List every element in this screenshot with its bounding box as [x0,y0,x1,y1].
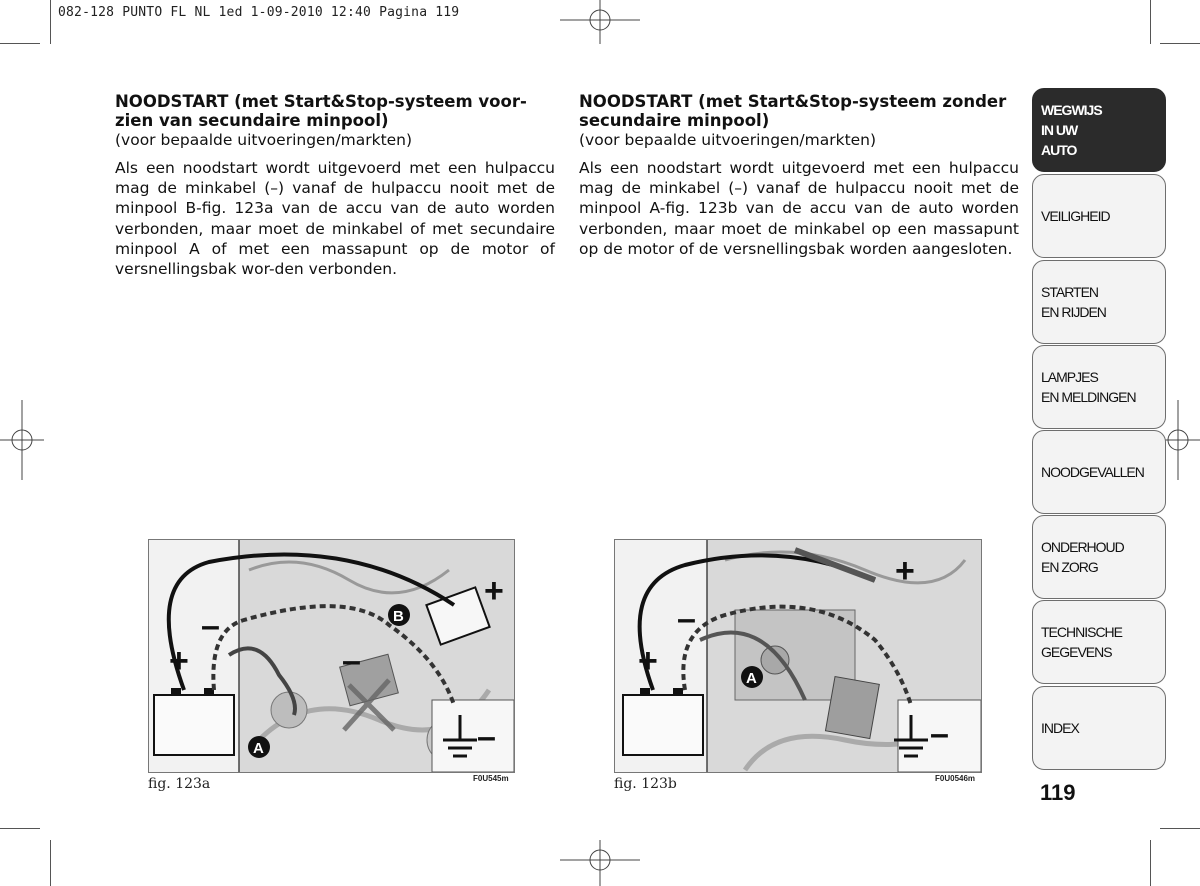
registration-mark-left [0,400,44,480]
tab-noodgevallen[interactable] [1032,430,1166,514]
registration-mark-top [560,0,640,44]
minus-sign-left: – [677,600,696,638]
plus-sign-right: + [484,572,504,610]
tab-label-line: TECHNISCHE [1041,624,1123,640]
tab-label-line: EN ZORG [1041,559,1098,575]
figure-123b-caption: fig. 123b [614,776,677,792]
left-subheading: (voor bepaalde uitvoeringen/markten) [115,131,413,149]
minus-sign-ground: – [477,718,496,756]
plus-sign-left: + [169,642,189,680]
jump-start-diagram-a [149,540,514,772]
right-subheading: (voor bepaalde uitvoeringen/markten) [579,131,877,149]
right-section [579,92,1019,259]
tab-index[interactable] [1032,686,1166,770]
figure-123a-code: F0U545m [473,774,509,783]
plus-sign-right: + [895,552,915,590]
left-body: Als een noodstart wordt uitgevoerd met een hulpaccu mag de minkabel (–) vanaf de hulpaccu nooit met de minpool B-fig. 123a van de accu van de auto worden verbonden, maar moet de minkabel of met secundaire minpool A of met een massapunt op de motor of versnellingsbak wor-den verbonden. [115,159,555,279]
tab-label-line: AUTO [1041,142,1077,158]
tab-technische-gegevens[interactable] [1032,600,1166,684]
marker-b-label: B [393,608,404,625]
tab-veiligheid[interactable] [1032,174,1166,258]
tab-label-line: VEILIGHEID [1041,208,1110,224]
tab-label-line: STARTEN [1041,284,1099,300]
minus-sign-left: – [201,607,220,645]
tab-label-line: EN RIJDEN [1041,304,1106,320]
figure-123a [148,539,515,773]
left-section [115,92,555,279]
print-header: 082-128 PUNTO FL NL 1ed 1-09-2010 12:40 Pagina 119 [58,5,460,20]
page-number: 119 [1040,780,1076,805]
left-heading: NOODSTART (met Start&Stop-systeem voor-zien van secundaire minpool) [115,92,527,130]
figure-123b [614,539,982,773]
tab-label-line: LAMPJES [1041,369,1098,385]
tab-starten[interactable] [1032,260,1166,344]
right-heading: NOODSTART (met Start&Stop-systeem zonder secundaire minpool) [579,92,1007,130]
minus-sign-ground: – [930,715,949,753]
tab-label-line: ONDERHOUD [1041,539,1124,555]
figure-123a-caption: fig. 123a [148,776,211,792]
tab-lampjes[interactable] [1032,345,1166,429]
jump-start-diagram-b [615,540,981,772]
right-body: Als een noodstart wordt uitgevoerd met een hulpaccu mag de minkabel (–) vanaf de hulpaccu nooit met de minpool A-fig. 123b van de accu van de auto worden verbonden, maar moet de minkabel op een massapunt op de motor of de versnellingsbak worden aangesloten. [579,159,1019,258]
tab-label-line: NOODGEVALLEN [1041,464,1144,480]
tab-label-line: INDEX [1041,720,1079,736]
tab-label-line: IN UW [1041,122,1078,138]
minus-sign-middle: – [342,642,361,680]
tab-label-line: GEGEVENS [1041,644,1112,660]
tab-label-line: EN MELDINGEN [1041,389,1136,405]
tab-wegwijs[interactable] [1032,88,1166,172]
marker-a-label: A [253,740,264,757]
tab-onderhoud[interactable] [1032,515,1166,599]
marker-a-label: A [746,670,757,687]
registration-mark-bottom [560,840,640,886]
plus-sign-left: + [638,642,658,680]
tab-label-line: WEGWIJS [1041,102,1102,118]
figure-123b-code: F0U0546m [935,774,976,783]
